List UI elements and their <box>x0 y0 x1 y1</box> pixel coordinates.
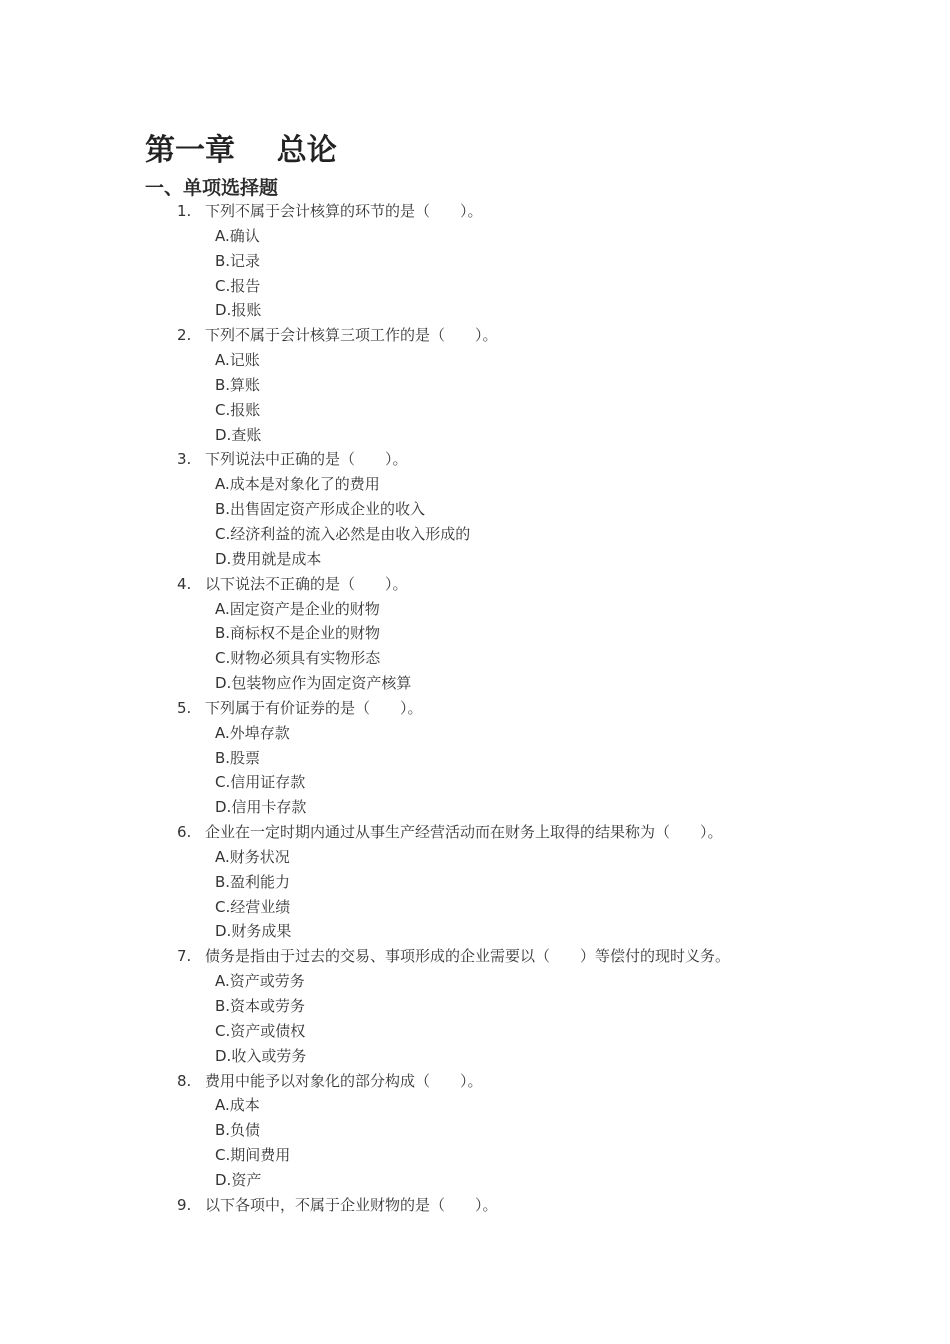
question-list <box>0 199 950 1218</box>
answer-option-text: D.包装物应作为固定资产核算 <box>215 674 412 693</box>
answer-option-text: A.成本是对象化了的费用 <box>215 475 380 494</box>
question-item <box>0 323 950 348</box>
answer-option-text: D.报账 <box>215 301 262 320</box>
question-number: 7. <box>177 947 192 966</box>
question-text: 下列说法中正确的是（ ）。 <box>205 450 408 469</box>
answer-option <box>0 423 950 448</box>
answer-option-text: B.商标权不是企业的财物 <box>215 624 381 643</box>
answer-option-text: D.财务成果 <box>215 922 292 941</box>
question-text: 费用中能予以对象化的部分构成（ ）。 <box>205 1071 483 1090</box>
answer-option-text: A.固定资产是企业的财物 <box>215 599 380 618</box>
answer-option <box>0 770 950 795</box>
question-item <box>0 1069 950 1094</box>
answer-option-text: B.盈利能力 <box>215 872 291 891</box>
question-item <box>0 199 950 224</box>
question-text: 企业在一定时期内通过从事生产经营活动而在财务上取得的结果称为（ ）。 <box>205 823 723 842</box>
answer-option-text: C.经济利益的流入必然是由收入形成的 <box>215 524 471 543</box>
question-number: 8. <box>177 1071 192 1090</box>
answer-option-text: B.算账 <box>215 375 261 394</box>
answer-option <box>0 348 950 373</box>
answer-option-text: A.财务状况 <box>215 847 290 866</box>
question-item <box>0 447 950 472</box>
question-text: 下列不属于会计核算的环节的是（ ）。 <box>205 202 483 220</box>
answer-option <box>0 969 950 994</box>
question-text: 债务是指由于过去的交易、事项形成的企业需要以（ ）等偿付的现时义务。 <box>205 947 731 966</box>
question-number: 3. <box>177 450 192 469</box>
answer-option <box>0 1044 950 1069</box>
answer-option <box>0 721 950 746</box>
chapter-title: 第一章 总论 <box>145 133 337 168</box>
answer-option <box>0 522 950 547</box>
answer-option-text: A.记账 <box>215 351 260 370</box>
answer-option-text: A.资产或劳务 <box>215 972 305 991</box>
answer-option <box>0 1093 950 1118</box>
answer-option-text: A.外埠存款 <box>215 723 290 742</box>
answer-option-text: C.报账 <box>215 400 261 419</box>
question-item <box>0 1193 950 1218</box>
answer-option <box>0 398 950 423</box>
answer-option <box>0 472 950 497</box>
question-item <box>0 572 950 597</box>
answer-option <box>0 919 950 944</box>
answer-option-text: C.财物必须具有实物形态 <box>215 649 381 668</box>
question-number: 1. <box>177 202 192 220</box>
question-text: 下列属于有价证券的是（ ）。 <box>205 698 423 717</box>
answer-option <box>0 224 950 249</box>
answer-option-text: D.收入或劳务 <box>215 1046 307 1065</box>
answer-option-text: B.负债 <box>215 1121 261 1140</box>
answer-option <box>0 1118 950 1143</box>
question-item <box>0 820 950 845</box>
answer-option <box>0 845 950 870</box>
answer-option <box>0 1143 950 1168</box>
answer-option <box>0 1168 950 1193</box>
question-number: 4. <box>177 574 192 593</box>
answer-option-text: B.股票 <box>215 748 261 767</box>
answer-option <box>0 597 950 622</box>
answer-option <box>0 373 950 398</box>
answer-option-text: C.经营业绩 <box>215 897 291 916</box>
question-number: 2. <box>177 326 192 345</box>
question-number: 9. <box>177 1195 192 1214</box>
answer-option <box>0 497 950 522</box>
answer-option <box>0 895 950 920</box>
question-text: 以下各项中，不属于企业财物的是（ ）。 <box>205 1195 498 1214</box>
question-text: 下列不属于会计核算三项工作的是（ ）。 <box>205 326 498 345</box>
answer-option <box>0 671 950 696</box>
answer-option <box>0 1019 950 1044</box>
answer-option <box>0 994 950 1019</box>
answer-option <box>0 274 950 299</box>
question-number: 6. <box>177 823 192 842</box>
answer-option-text: A.成本 <box>215 1096 260 1115</box>
answer-option-text: D.信用卡存款 <box>215 798 307 817</box>
answer-option <box>0 621 950 646</box>
answer-option-text: C.资产或债权 <box>215 1021 306 1040</box>
answer-option-text: B.出售固定资产形成企业的收入 <box>215 500 426 519</box>
answer-option <box>0 795 950 820</box>
answer-option-text: B.记录 <box>215 251 261 270</box>
answer-option <box>0 547 950 572</box>
answer-option-text: D.查账 <box>215 425 262 444</box>
answer-option-text: C.期间费用 <box>215 1146 291 1165</box>
question-text: 以下说法不正确的是（ ）。 <box>205 574 408 593</box>
answer-option-text: A.确认 <box>215 226 260 245</box>
answer-option-text: D.资产 <box>215 1170 262 1189</box>
section-title: 一、单项选择题 <box>145 177 279 199</box>
question-item <box>0 696 950 721</box>
answer-option-text: C.信用证存款 <box>215 773 306 792</box>
answer-option-text: B.资本或劳务 <box>215 997 306 1015</box>
answer-option <box>0 249 950 274</box>
answer-option <box>0 298 950 323</box>
answer-option-text: D.费用就是成本 <box>215 549 322 568</box>
answer-option <box>0 646 950 671</box>
answer-option-text: C.报告 <box>215 276 261 295</box>
answer-option <box>0 870 950 895</box>
question-number: 5. <box>177 698 192 717</box>
question-item <box>0 944 950 969</box>
answer-option <box>0 746 950 771</box>
